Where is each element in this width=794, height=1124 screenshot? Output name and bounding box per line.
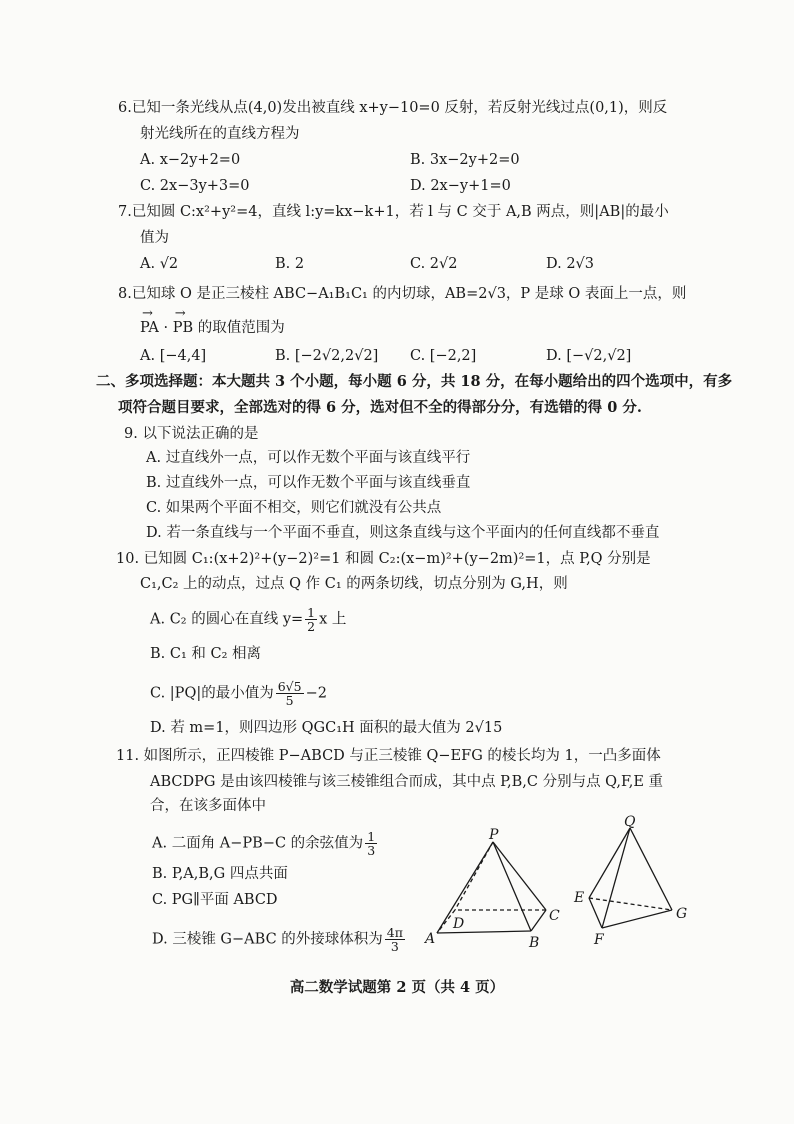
q8-option-a: A. [−4,4] [140, 348, 207, 364]
section-2-header-line2: 项符合题目要求，全部选对的得 6 分，选对但不全的得部分分，有选错的得 0 分. [118, 399, 642, 416]
label-c: C [549, 908, 560, 924]
q8-stem-rest: 的取值范围为 [193, 320, 285, 336]
edge-ef [589, 898, 602, 928]
q10-stem-line2: C₁,C₂ 上的动点，过点 Q 作 C₁ 的两条切线，切点分别为 G,H，则 [140, 576, 568, 592]
q8-stem-line1: 8.已知球 O 是正三棱柱 ABC−A₁B₁C₁ 的内切球，AB=2√3，P 是球 O 表面上一点，则 [118, 286, 687, 302]
label-e: E [574, 890, 585, 906]
edge-qe [589, 828, 630, 898]
q7-option-c: C. 2√2 [410, 256, 458, 272]
q10-option-b: B. C₁ 和 C₂ 相离 [150, 646, 262, 662]
q10-c-tail: −2 [305, 685, 327, 702]
q6-option-b: B. 3x−2y+2=0 [410, 152, 520, 168]
section-2-header-line1: 二、多项选择题：本大题共 3 个小题，每小题 6 分，共 18 分，在每小题给出的四个选项中，有多 [96, 373, 733, 390]
q11-d-text: D. 三棱锥 G−ABC 的外接球体积为 [152, 931, 383, 948]
q10-c-text: C. |PQ|的最小值为 [150, 685, 274, 702]
q7-option-b: B. 2 [275, 256, 305, 272]
q9-option-c: C. 如果两个平面不相交，则它们就没有公共点 [146, 500, 442, 516]
pyramid-pabcd-figure [415, 825, 590, 955]
label-f: F [594, 932, 604, 948]
q11-option-d [152, 926, 407, 953]
q7-stem-line1: 7.已知圆 C:x²+y²=4，直线 l:y=kx−k+1，若 l 与 C 交于 A,B 两点，则|AB|的最小 [118, 204, 669, 220]
edge-pb [493, 842, 531, 931]
q9-option-b: B. 过直线外一点，可以作无数个平面与该直线垂直 [146, 475, 471, 491]
edge-fg [602, 910, 672, 928]
q8-option-c: C. [−2,2] [410, 348, 477, 364]
edge-eg [589, 898, 672, 910]
q11-stem-line1: 11. 如图所示，正四棱锥 P−ABCD 与正三棱锥 Q−EFG 的棱长均为 1，一凸多面体 [116, 748, 661, 764]
q6-stem-line2: 射光线所在的直线方程为 [140, 126, 300, 142]
q6-option-a: A. x−2y+2=0 [140, 152, 241, 168]
label-q: Q [624, 814, 636, 830]
q9-option-a: A. 过直线外一点，可以作无数个平面与该直线平行 [146, 450, 471, 466]
label-p: P [489, 827, 499, 843]
q6-stem-line1: 6.已知一条光线从点(4,0)发出被直线 x+y−10=0 反射，若反射光线过点(0,1)，则反 [118, 100, 668, 116]
q10-option-a [150, 606, 346, 633]
q6-option-d: D. 2x−y+1=0 [410, 178, 511, 194]
q11-stem-line3: 合，在该多面体中 [150, 798, 266, 814]
q11-a-text: A. 二面角 A−PB−C 的余弦值为 [152, 835, 364, 852]
q11-option-a [152, 830, 379, 857]
vector-pb: → PB [173, 318, 193, 338]
fraction-one-third: $\frac{1}{3}$ [367, 829, 376, 858]
label-a: A [425, 931, 436, 947]
q10-stem-line1: 10. 已知圆 C₁:(x+2)²+(y−2)²=1 和圆 C₂:(x−m)²+(y−2m)²=1，点 P,Q 分别是 [116, 551, 651, 567]
fraction-one-half: $\frac{1}{2}$ [307, 605, 316, 634]
q11-option-b: B. P,A,B,G 四点共面 [152, 866, 288, 882]
q9-option-d: D. 若一条直线与一个平面不垂直，则这条直线与这个平面内的任何直线都不垂直 [146, 525, 660, 541]
fraction-six-root5-over-5: $\frac{6√5}{5}$ [277, 679, 302, 708]
q7-option-a: A. √2 [140, 256, 179, 272]
label-b: B [529, 935, 540, 951]
page-footer: 高二数学试题第 2 页（共 4 页） [289, 979, 505, 996]
dot-operator: · [158, 320, 173, 336]
fraction-four-pi-over-3: $\frac{4\pi}{3}$ [386, 925, 403, 954]
q6-option-c: C. 2x−3y+3=0 [140, 178, 250, 194]
edge-qg [630, 828, 672, 910]
edge-bc [531, 910, 546, 931]
tetrahedron-qefg-figure [568, 814, 698, 950]
edge-ab [437, 931, 531, 933]
q10-a-tail: x 上 [319, 611, 347, 628]
q8-stem-line2 [140, 318, 285, 338]
q10-option-c [150, 680, 327, 707]
q11-stem-line2: ABCDPG 是由该四棱锥与该三棱锥组合而成，其中点 P,B,C 分别与点 Q,F,E 重 [150, 774, 664, 790]
q8-option-d: D. [−√2,√2] [546, 348, 632, 364]
edge-pa [437, 842, 493, 933]
label-g: G [676, 906, 688, 922]
edge-pc [493, 842, 546, 910]
label-d: D [453, 916, 465, 932]
q7-option-d: D. 2√3 [546, 256, 595, 272]
q7-stem-line2: 值为 [140, 230, 169, 246]
vector-pa: → PA [140, 318, 159, 338]
edge-qf [602, 828, 630, 928]
q8-option-b: B. [−2√2,2√2] [275, 348, 379, 364]
q10-option-d: D. 若 m=1，则四边形 QGC₁H 面积的最大值为 2√15 [150, 720, 503, 736]
q9-stem: 9. 以下说法正确的是 [124, 426, 259, 442]
q11-option-c: C. PG∥平面 ABCD [152, 892, 278, 908]
q10-a-text: A. C₂ 的圆心在直线 y= [150, 611, 304, 628]
